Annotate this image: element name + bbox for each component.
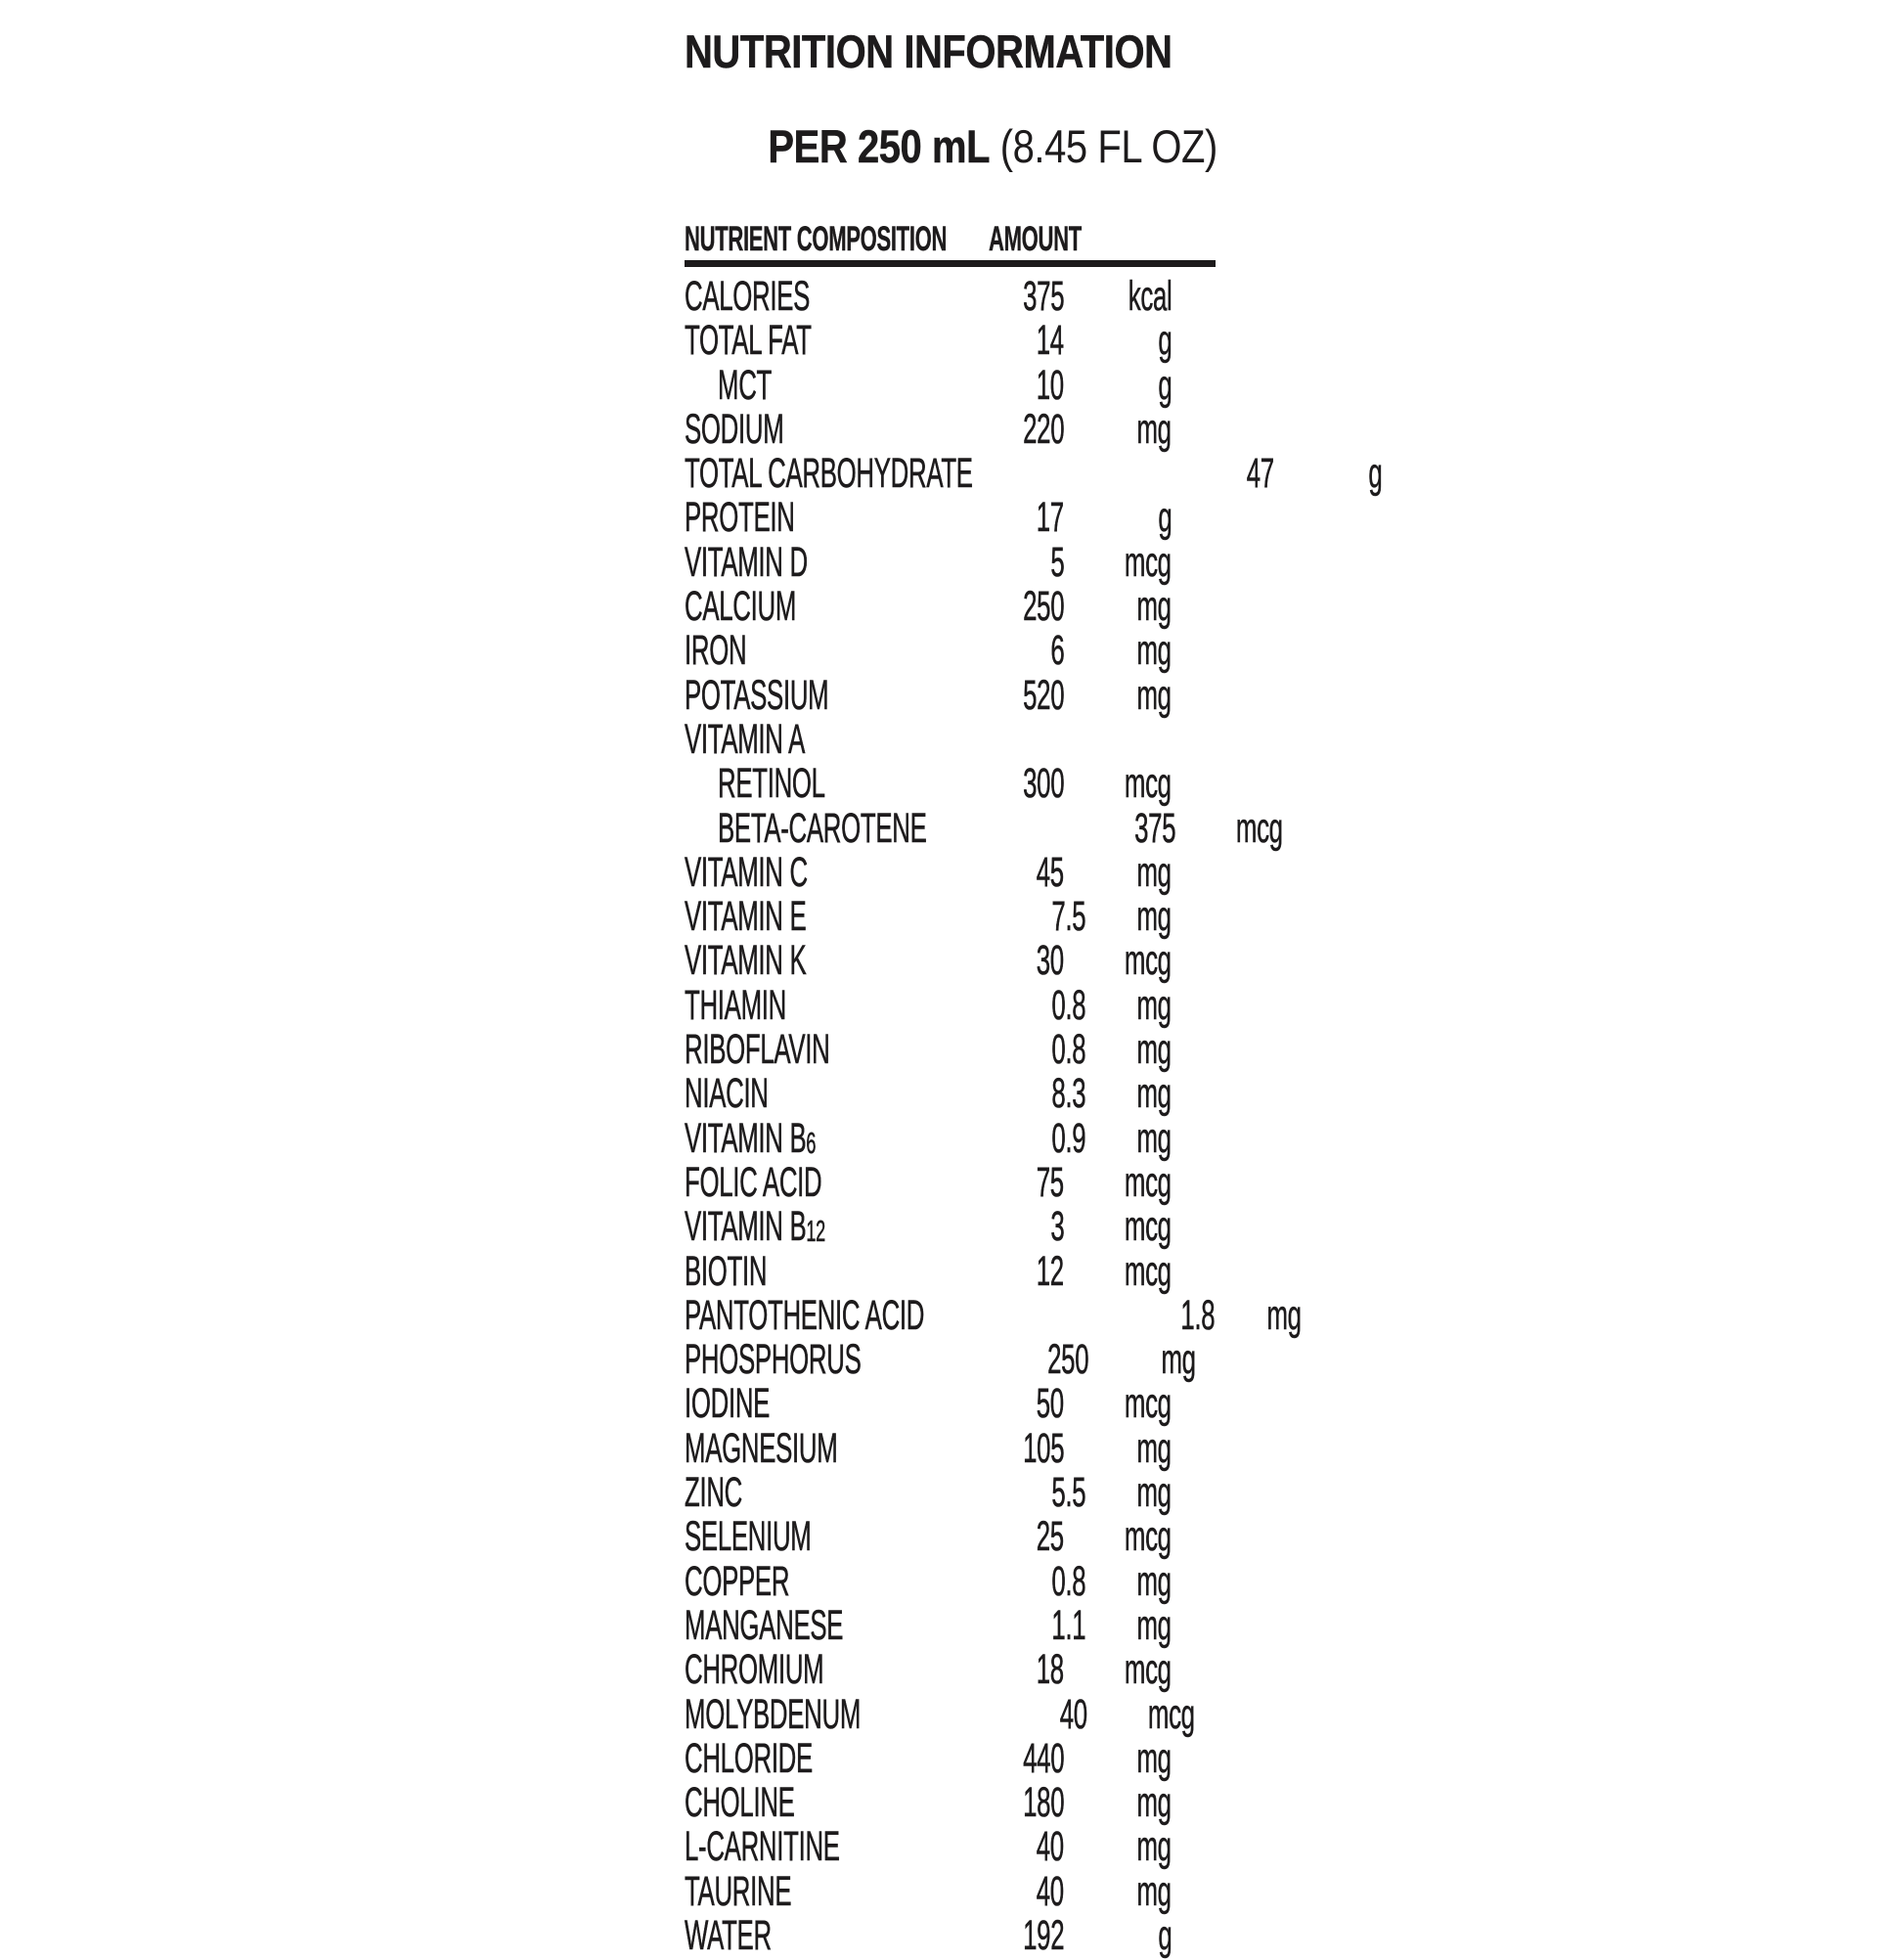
nutrient-label-cell — [685, 1469, 954, 1517]
nutrient-label: VITAMIN C — [685, 848, 808, 896]
nutrient-label-cell — [685, 805, 1066, 853]
nutrient-label-cell — [685, 1868, 954, 1916]
table-row — [685, 981, 1216, 1029]
nutrient-label: VITAMIN B — [685, 1114, 807, 1162]
unit-cell — [1064, 1425, 1172, 1473]
amount-value: 1.8 — [1180, 1291, 1216, 1339]
nutrition-table — [685, 273, 1383, 1959]
nutrient-label: ZINC — [685, 1469, 742, 1517]
nutrient-label: PANTOTHENIC ACID — [685, 1291, 925, 1339]
nutrient-label: TOTAL CARBOHYDRATE — [685, 450, 973, 498]
nutrient-label: PROTEIN — [685, 494, 795, 542]
unit-cell — [1064, 317, 1172, 365]
nutrient-label: NIACIN — [685, 1070, 769, 1118]
amount-value: 5 — [1049, 538, 1064, 586]
amount-cell — [954, 273, 1064, 321]
table-row — [685, 893, 1216, 941]
unit-label: g — [1368, 450, 1383, 498]
table-row — [685, 1867, 1216, 1915]
unit-cell — [1064, 583, 1172, 631]
unit-cell — [1064, 1380, 1172, 1428]
amount-cell — [954, 1735, 1064, 1783]
nutrient-label-cell — [685, 273, 954, 321]
unit-label: mg — [1136, 405, 1172, 453]
unit-cell — [1064, 937, 1172, 985]
amount-value: 192 — [1022, 1911, 1064, 1959]
unit-label: mcg — [1125, 1247, 1172, 1295]
amount-value: 25 — [1036, 1513, 1064, 1561]
amount-value: 0.8 — [1051, 1557, 1085, 1605]
nutrient-label-cell — [685, 494, 954, 542]
unit-label: mg — [1136, 1779, 1172, 1827]
amount-value: 17 — [1036, 494, 1064, 542]
amount-cell — [954, 1026, 1085, 1074]
table-row — [685, 1114, 1216, 1162]
column-header-amount: AMOUNT — [989, 220, 1082, 258]
unit-label: mg — [1136, 1601, 1172, 1649]
amount-cell — [954, 672, 1064, 720]
unit-label: mg — [1136, 1734, 1172, 1782]
nutrient-label: TAURINE — [685, 1867, 792, 1915]
nutrient-label-cell — [685, 982, 954, 1030]
unit-label: mg — [1136, 1557, 1172, 1605]
table-row — [685, 494, 1216, 542]
nutrition-panel — [685, 25, 1383, 1959]
nutrient-label-cell — [685, 406, 954, 454]
amount-cell — [1084, 1291, 1216, 1340]
table-row — [685, 1823, 1216, 1871]
amount-cell — [954, 627, 1064, 675]
nutrient-label-cell — [685, 1779, 954, 1827]
unit-cell — [1064, 760, 1172, 808]
unit-cell — [1064, 362, 1172, 410]
nutrient-label-cell — [685, 539, 954, 587]
amount-value: 40 — [1059, 1690, 1088, 1738]
column-header-nutrient: NUTRIENT COMPOSITION — [685, 220, 948, 258]
amount-value: 250 — [1022, 583, 1064, 631]
nutrient-label-cell — [685, 1425, 954, 1473]
serving-size-bold: PER 250 mL — [768, 120, 991, 172]
amount-cell — [954, 1513, 1064, 1561]
amount-cell — [979, 1336, 1088, 1384]
nutrient-label-cell — [685, 937, 954, 985]
unit-label: mg — [1136, 981, 1172, 1029]
nutrient-label-cell — [685, 1735, 954, 1783]
unit-label: mcg — [1236, 804, 1283, 852]
nutrient-label-cell — [685, 1513, 954, 1561]
amount-value: 1.1 — [1051, 1601, 1085, 1649]
unit-cell — [1064, 1646, 1172, 1694]
unit-label: mg — [1136, 1867, 1172, 1915]
amount-value: 3 — [1049, 1203, 1064, 1251]
unit-label: mcg — [1125, 760, 1172, 808]
header-rule — [685, 260, 1216, 267]
amount-cell — [954, 1380, 1064, 1428]
nutrient-label: MANGANESE — [685, 1601, 844, 1649]
nutrient-label: L-CARNITINE — [685, 1823, 840, 1871]
unit-label: mg — [1136, 893, 1172, 941]
unit-label: mcg — [1125, 1646, 1172, 1694]
amount-value: 30 — [1036, 937, 1064, 985]
amount-cell — [954, 1425, 1064, 1473]
table-row — [685, 1646, 1216, 1694]
amount-value: 440 — [1022, 1734, 1064, 1782]
amount-value: 6 — [1049, 627, 1064, 675]
unit-cell — [1064, 1513, 1172, 1561]
table-row — [685, 804, 1283, 852]
unit-label: mg — [1136, 1026, 1172, 1074]
nutrient-label-cell — [685, 1380, 954, 1428]
nutrient-label: MOLYBDENUM — [685, 1690, 862, 1738]
table-row — [685, 1336, 1216, 1384]
amount-cell — [954, 1070, 1085, 1118]
table-row — [685, 1557, 1216, 1605]
table-row — [685, 361, 1216, 409]
nutrient-label: POTASSIUM — [685, 671, 829, 719]
amount-value: 12 — [1036, 1247, 1064, 1295]
unit-label: mcg — [1125, 538, 1172, 586]
nutrient-label-cell — [685, 1912, 954, 1960]
unit-cell — [1088, 1336, 1196, 1384]
serving-size — [685, 76, 1216, 217]
amount-cell — [954, 583, 1064, 631]
table-row — [685, 760, 1216, 808]
nutrient-label-cell — [685, 1248, 954, 1296]
amount-cell — [954, 1557, 1085, 1606]
nutrient-label: CALORIES — [685, 273, 811, 320]
table-row — [685, 1513, 1216, 1561]
unit-label: mg — [1161, 1336, 1196, 1384]
amount-cell — [954, 406, 1064, 454]
table-row — [685, 1158, 1216, 1206]
table-row — [685, 273, 1216, 320]
amount-cell — [954, 1469, 1085, 1517]
table-row — [685, 538, 1216, 586]
amount-value: 5.5 — [1051, 1469, 1085, 1517]
unit-label: mcg — [1125, 1158, 1172, 1206]
amount-cell — [954, 317, 1064, 365]
nutrient-label-cell — [685, 893, 954, 941]
unit-cell — [1064, 1248, 1172, 1296]
amount-value: 47 — [1247, 450, 1275, 498]
nutrient-label-cell — [685, 849, 954, 897]
table-row — [685, 671, 1216, 719]
amount-cell — [954, 1646, 1064, 1694]
nutrient-label: CHROMIUM — [685, 1646, 824, 1694]
amount-value: 300 — [1022, 760, 1064, 808]
unit-cell — [1064, 716, 1172, 764]
unit-label: mg — [1136, 671, 1172, 719]
unit-cell — [1064, 672, 1172, 720]
nutrient-label-cell — [685, 1691, 978, 1739]
amount-value: 220 — [1022, 405, 1064, 453]
unit-cell — [1064, 494, 1172, 542]
unit-label: mg — [1266, 1291, 1302, 1339]
amount-value: 10 — [1036, 361, 1064, 409]
table-row — [685, 1469, 1216, 1517]
table-column-headers — [685, 217, 1216, 260]
nutrient-label: IRON — [685, 627, 747, 675]
nutrient-label-cell — [685, 1159, 954, 1207]
table-row — [685, 1203, 1216, 1251]
amount-value: 375 — [1133, 804, 1175, 852]
nutrient-label-cell — [685, 716, 954, 764]
nutrient-label-cell — [685, 760, 954, 808]
nutrient-label-cell — [685, 1602, 954, 1650]
amount-value: 14 — [1036, 317, 1064, 365]
table-row — [685, 937, 1216, 985]
nutrient-label: RETINOL — [718, 760, 825, 808]
nutrient-label: FOLIC ACID — [685, 1158, 822, 1206]
unit-cell — [1064, 1868, 1172, 1916]
nutrient-label-cell — [685, 1646, 954, 1694]
nutrient-label: VITAMIN B — [685, 1203, 807, 1251]
amount-cell — [954, 1601, 1085, 1650]
nutrient-label: BETA-CAROTENE — [718, 804, 927, 852]
amount-cell — [954, 849, 1064, 897]
amount-value: 180 — [1022, 1779, 1064, 1827]
table-row — [685, 1380, 1216, 1428]
unit-label: mg — [1136, 1114, 1172, 1162]
amount-cell — [954, 760, 1064, 808]
amount-value: 0.8 — [1051, 981, 1085, 1029]
nutrient-label-cell — [685, 1026, 954, 1074]
nutrient-label: WATER — [685, 1911, 772, 1959]
amount-cell — [978, 1691, 1087, 1739]
nutrient-label: VITAMIN K — [685, 937, 807, 985]
nutrient-label-cell — [685, 583, 954, 631]
table-row — [685, 1247, 1216, 1295]
unit-label: mcg — [1148, 1690, 1196, 1738]
unit-cell — [1064, 1912, 1172, 1960]
amount-value: 375 — [1022, 273, 1064, 320]
nutrient-label-cell — [685, 627, 954, 675]
amount-cell — [954, 1248, 1064, 1296]
amount-value: 18 — [1036, 1646, 1064, 1694]
unit-label: g — [1157, 1911, 1172, 1959]
table-row — [685, 1690, 1216, 1738]
table-row — [685, 1424, 1216, 1472]
page-title — [685, 27, 1216, 76]
nutrient-label: PHOSPHORUS — [685, 1336, 862, 1384]
nutrient-label: BIOTIN — [685, 1247, 768, 1295]
unit-label: g — [1157, 317, 1172, 365]
amount-value: 250 — [1046, 1336, 1088, 1384]
unit-label: mg — [1136, 1070, 1172, 1118]
unit-cell — [1064, 1159, 1172, 1207]
unit-cell — [1064, 1735, 1172, 1783]
table-row — [685, 450, 1383, 498]
nutrient-label-cell — [685, 1558, 954, 1606]
amount-value: 105 — [1022, 1424, 1064, 1472]
amount-value: 45 — [1036, 848, 1064, 896]
unit-label: mg — [1136, 1469, 1172, 1517]
nutrient-label-cell — [685, 317, 954, 365]
table-row — [685, 1291, 1302, 1339]
table-row — [685, 317, 1216, 365]
nutrient-label: VITAMIN D — [685, 538, 808, 586]
nutrient-label-cell — [685, 1203, 954, 1251]
unit-cell — [1175, 805, 1283, 853]
nutrient-label: MCT — [718, 361, 772, 409]
unit-label: g — [1157, 361, 1172, 409]
nutrient-label-cell — [685, 1115, 954, 1163]
nutrient-label: IODINE — [685, 1380, 771, 1428]
amount-value: 0.9 — [1051, 1114, 1085, 1162]
amount-cell — [954, 1114, 1085, 1163]
nutrient-label-cell — [685, 362, 954, 410]
unit-label: mg — [1136, 848, 1172, 896]
unit-label: mcg — [1125, 1203, 1172, 1251]
unit-cell — [1064, 1779, 1172, 1827]
table-row — [685, 848, 1216, 896]
table-row — [685, 1601, 1216, 1649]
nutrient-label: RIBOFLAVIN — [685, 1026, 830, 1074]
unit-label: g — [1157, 494, 1172, 542]
table-row — [685, 627, 1216, 675]
nutrient-label-cell — [685, 672, 954, 720]
unit-cell — [1087, 1691, 1195, 1739]
serving-size-regular: (8.45 FL OZ) — [999, 120, 1217, 172]
table-row — [685, 1026, 1216, 1074]
nutrient-label-cell — [685, 450, 1165, 498]
unit-label: mg — [1136, 1823, 1172, 1871]
amount-cell — [954, 1779, 1064, 1827]
nutrient-label-subscript: 6 — [806, 1127, 817, 1160]
amount-cell — [954, 1823, 1064, 1871]
nutrient-label: CALCIUM — [685, 583, 797, 631]
unit-cell — [1064, 406, 1172, 454]
unit-label: mcg — [1125, 1380, 1172, 1428]
nutrient-label-cell — [685, 1336, 979, 1384]
amount-value: 75 — [1036, 1158, 1064, 1206]
table-row — [685, 583, 1216, 631]
nutrient-label: TOTAL FAT — [685, 317, 812, 365]
unit-cell — [1064, 1823, 1172, 1871]
unit-cell — [1064, 1203, 1172, 1251]
amount-cell — [954, 1912, 1064, 1960]
amount-value: 0.8 — [1051, 1026, 1085, 1074]
table-row — [685, 1070, 1216, 1118]
unit-label: mg — [1136, 1424, 1172, 1472]
unit-cell — [1064, 849, 1172, 897]
amount-value: 40 — [1036, 1823, 1064, 1871]
nutrient-label: SODIUM — [685, 405, 784, 453]
unit-cell — [1274, 450, 1382, 498]
nutrient-label: COPPER — [685, 1557, 790, 1605]
amount-value: 50 — [1036, 1380, 1064, 1428]
table-row — [685, 1779, 1216, 1827]
nutrient-label: CHLORIDE — [685, 1734, 813, 1782]
table-row — [685, 1911, 1216, 1959]
nutrient-label: VITAMIN E — [685, 893, 807, 941]
amount-cell — [954, 539, 1064, 587]
unit-label: mg — [1136, 627, 1172, 675]
amount-cell — [954, 893, 1085, 941]
amount-cell — [954, 937, 1064, 985]
nutrient-label: SELENIUM — [685, 1513, 812, 1561]
amount-cell — [954, 716, 1064, 764]
amount-cell — [954, 981, 1085, 1030]
amount-cell — [954, 362, 1064, 410]
table-row — [685, 1734, 1216, 1782]
nutrient-label-cell — [685, 1823, 954, 1871]
unit-cell — [1064, 627, 1172, 675]
unit-label: mg — [1136, 583, 1172, 631]
amount-cell — [1066, 805, 1175, 853]
amount-value: 8.3 — [1051, 1070, 1085, 1118]
nutrient-label-subscript: 12 — [806, 1216, 825, 1249]
nutrient-label-cell — [685, 1292, 1084, 1340]
amount-value: 7.5 — [1051, 893, 1085, 941]
amount-cell — [954, 494, 1064, 542]
amount-cell — [1165, 450, 1274, 498]
nutrient-label-cell — [685, 1070, 954, 1118]
nutrient-label: CHOLINE — [685, 1779, 795, 1827]
table-row — [685, 715, 1216, 763]
unit-label: mcg — [1125, 1513, 1172, 1561]
amount-cell — [954, 1868, 1064, 1916]
nutrient-label: VITAMIN A — [685, 715, 805, 763]
amount-cell — [954, 1159, 1064, 1207]
amount-cell — [954, 1203, 1064, 1251]
unit-cell — [1064, 273, 1172, 321]
amount-value: 40 — [1036, 1867, 1064, 1915]
unit-label: kcal — [1128, 273, 1172, 320]
nutrient-label: THIAMIN — [685, 981, 786, 1029]
page-title-text: NUTRITION INFORMATION — [685, 25, 1173, 77]
unit-label: mcg — [1125, 937, 1172, 985]
amount-value: 520 — [1022, 671, 1064, 719]
unit-cell — [1064, 539, 1172, 587]
nutrient-label: MAGNESIUM — [685, 1424, 838, 1472]
table-row — [685, 405, 1216, 453]
